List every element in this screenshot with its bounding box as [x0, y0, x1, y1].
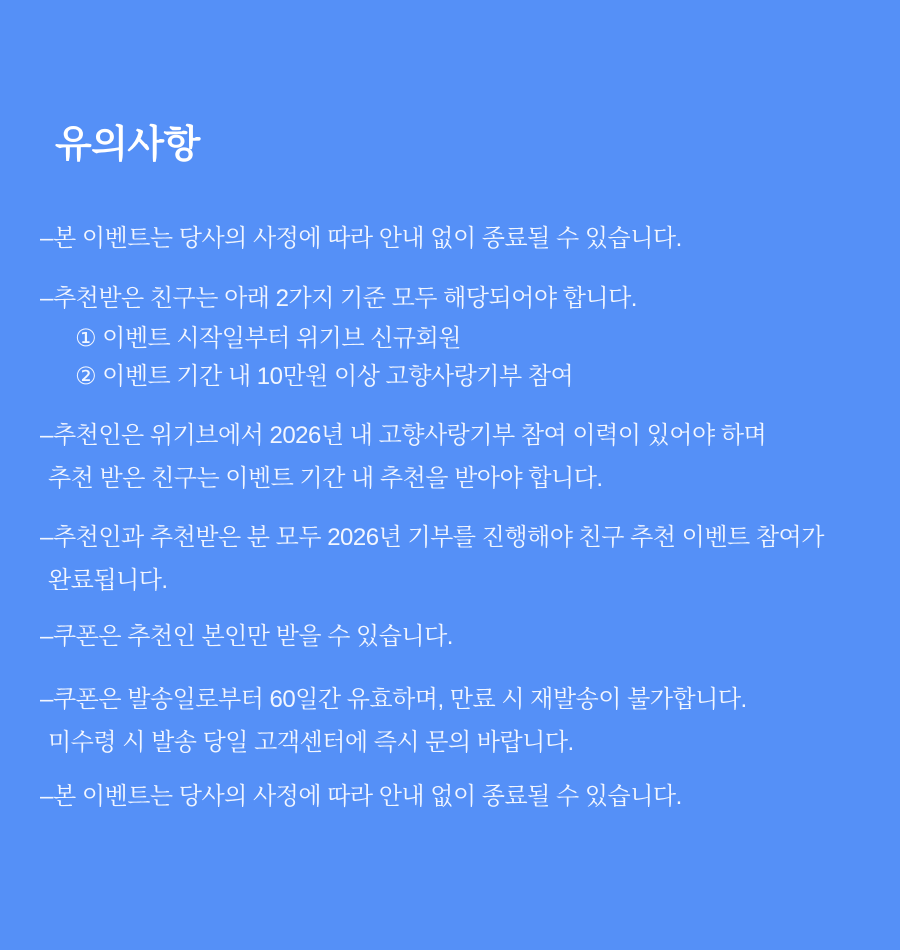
bullet-dash: –: [40, 783, 53, 810]
notice-item: [40, 286, 870, 312]
bullet-dash: –: [40, 524, 53, 551]
notice-item-text: 쿠폰은 추천인 본인만 받을 수 있습니다.: [53, 623, 453, 650]
notice-item-text: 추천인은 위기브에서 2026년 내 고향사랑기부 참여 이력이 있어야 하며: [53, 422, 767, 449]
notice-sub-item: [40, 326, 870, 352]
notice-item: [40, 525, 870, 551]
notice-item-text: 본 이벤트는 당사의 사정에 따라 안내 없이 종료될 수 있습니다.: [53, 783, 682, 810]
bullet-dash: –: [40, 225, 53, 252]
notice-item: [40, 624, 870, 650]
bullet-dash: –: [40, 422, 53, 449]
notice-item: [40, 226, 870, 252]
bullet-dash: –: [40, 686, 53, 713]
notice-item: [40, 784, 870, 810]
notice-list: [40, 226, 870, 810]
notice-item-text: 완료됩니다.: [48, 567, 168, 594]
notice-item-continuation: [40, 568, 870, 594]
bullet-dash: –: [40, 285, 53, 312]
notice-item-continuation: [40, 466, 870, 492]
notice-item-text: 추천인과 추천받은 분 모두 2026년 기부를 진행해야 친구 추천 이벤트 참여가: [53, 524, 824, 551]
notice-item-text: 쿠폰은 발송일로부터 60일간 유효하며, 만료 시 재발송이 불가합니다.: [53, 686, 747, 713]
notice-sub-item-text: ② 이벤트 기간 내 10만원 이상 고향사랑기부 참여: [75, 363, 574, 390]
notice-item-continuation: [40, 730, 870, 756]
notice-item-text: 추천 받은 친구는 이벤트 기간 내 추천을 받아야 합니다.: [48, 465, 603, 492]
notice-item-text: 본 이벤트는 당사의 사정에 따라 안내 없이 종료될 수 있습니다.: [53, 225, 682, 252]
notice-sub-item-text: ① 이벤트 시작일부터 위기브 신규회원: [75, 325, 461, 352]
notice-item: [40, 423, 870, 449]
page-title: 유의사항: [55, 124, 200, 166]
notice-item-text: 추천받은 친구는 아래 2가지 기준 모두 해당되어야 합니다.: [53, 285, 637, 312]
notice-item-text: 미수령 시 발송 당일 고객센터에 즉시 문의 바랍니다.: [48, 729, 574, 756]
notice-sub-item: [40, 364, 870, 390]
notice-item: [40, 687, 870, 713]
bullet-dash: –: [40, 623, 53, 650]
